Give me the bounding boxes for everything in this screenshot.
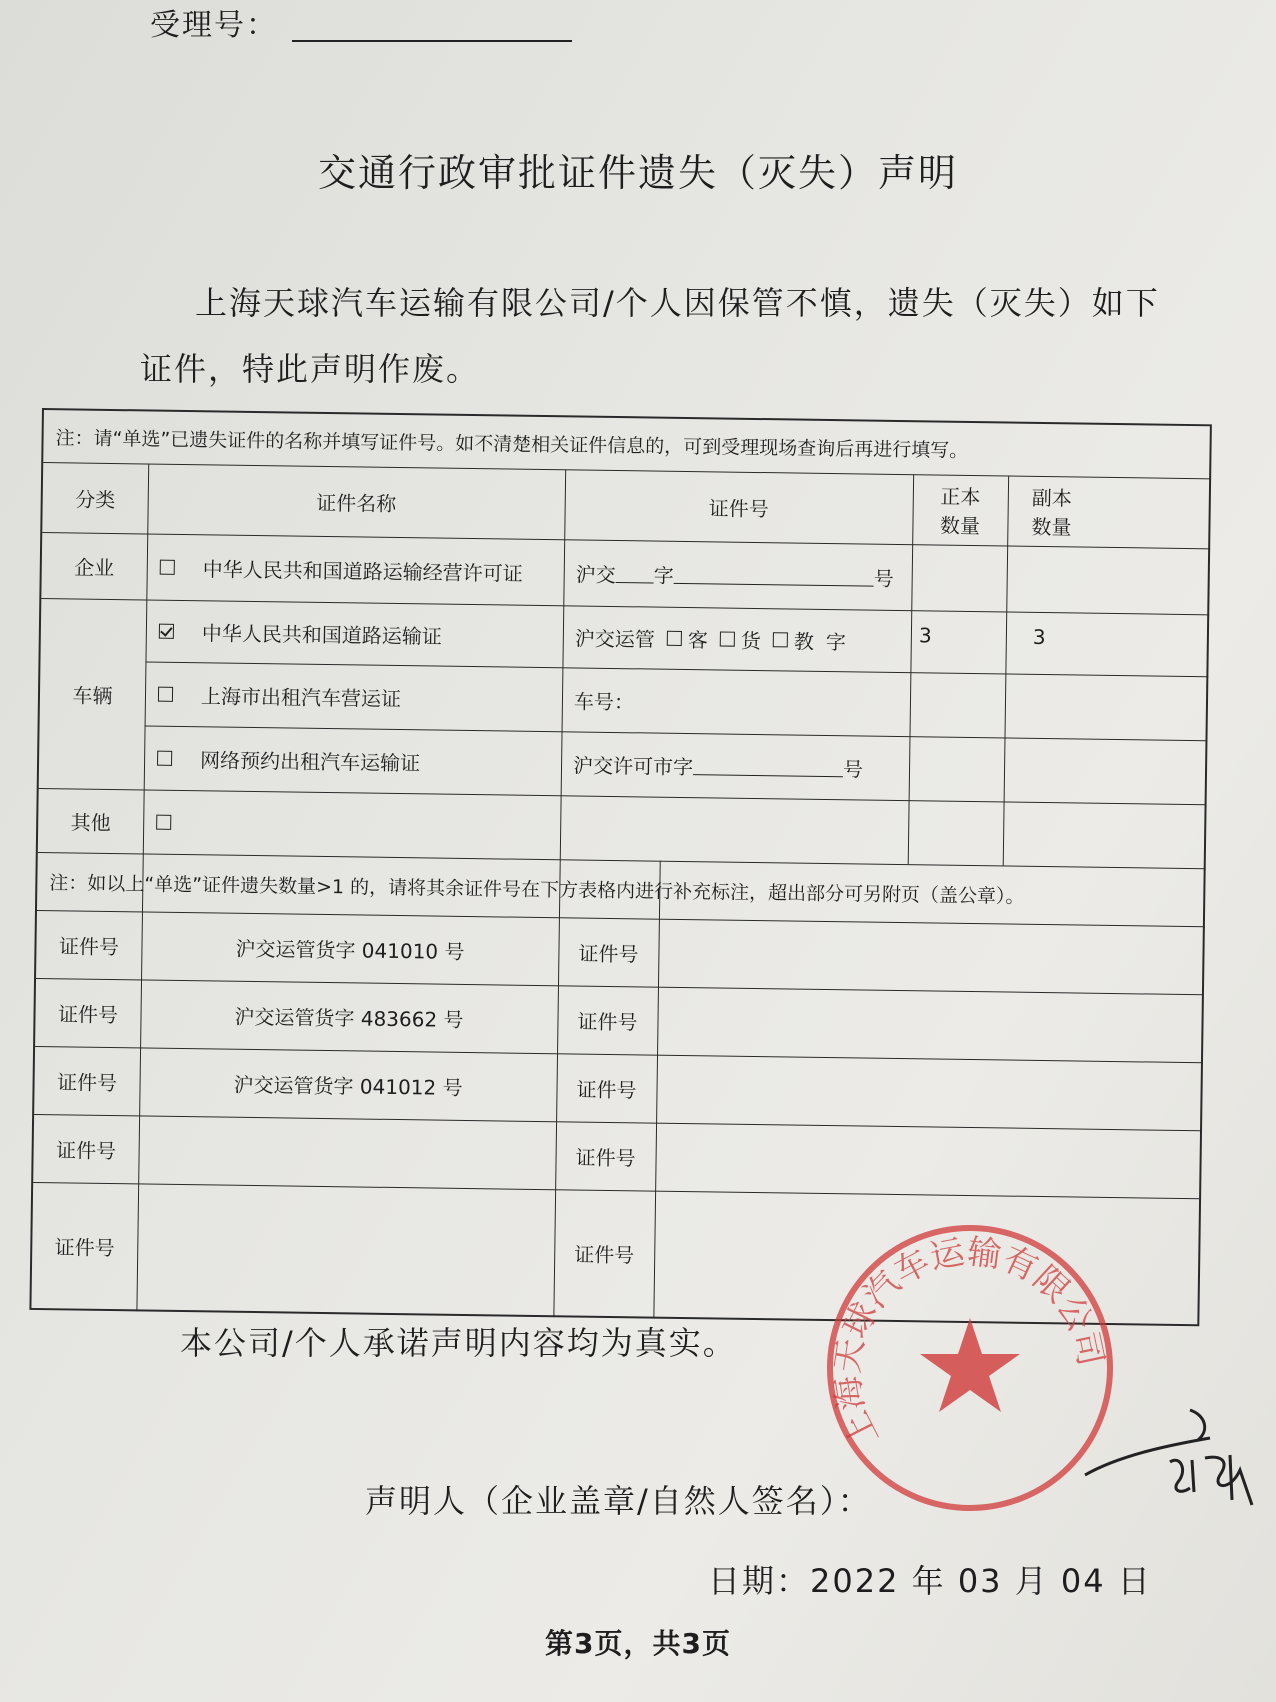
intro-line-1: 上海天球汽车运输有限公司/个人因保管不慎，遗失（灭失）如下 (195, 284, 1160, 322)
checkbox-teach[interactable] (773, 632, 788, 647)
checkbox-other[interactable] (156, 814, 171, 829)
date-month-unit: 月 (1014, 1562, 1049, 1600)
supp-value-1[interactable]: 沪交运管货字 041010 号 (235, 936, 465, 964)
date-year: 2022 (810, 1562, 900, 1600)
date-month: 03 (957, 1562, 1003, 1600)
vehicle-3-no-suffix: 号 (842, 756, 864, 781)
vehicle-1-no-suffix: 字 (825, 629, 846, 654)
enterprise-no-blank-1[interactable] (616, 564, 654, 584)
checkbox-vehicle-1[interactable] (159, 623, 174, 638)
vehicle-1-cert-no (574, 605, 911, 672)
opt-passenger-label: 客 (687, 627, 708, 652)
signature (1080, 1400, 1270, 1530)
date-label: 日期： (708, 1562, 811, 1600)
opt-teach-label: 教 (793, 629, 814, 654)
supp-value-5[interactable] (136, 1183, 555, 1315)
promise-statement: 本公司/个人承诺声明内容均为真实。 (180, 1324, 737, 1362)
supp-label-right-3: 证件号 (576, 1077, 637, 1102)
date-day: 04 (1060, 1562, 1106, 1600)
vehicle-2-cert-no: 车号： (573, 688, 635, 714)
vehicle-1-original-qty[interactable]: 3 (918, 623, 932, 648)
vehicle-3-cert-no (573, 731, 910, 800)
supp-label-right-2: 证件号 (577, 1009, 638, 1034)
checkbox-vehicle-3[interactable] (157, 750, 172, 765)
seal-text: 上海天球汽车运输有限公司 (827, 1231, 1111, 1453)
vehicle-3-cert-name: 网络预约出租汽车运输证 (199, 747, 421, 775)
vehicle-2-cert-name: 上海市出租汽车营运证 (200, 683, 402, 711)
header-cert-name: 证件名称 (316, 490, 397, 516)
supp-label-right-5: 证件号 (574, 1242, 635, 1267)
supp-label-left-3: 证件号 (56, 1069, 118, 1095)
supp-label-right-4: 证件号 (575, 1145, 636, 1170)
page-footer: 第3页，共3页 (545, 1627, 731, 1660)
company-seal (820, 1218, 1120, 1518)
declarant-label: 声明人（企业盖章/自然人签名）： (365, 1482, 872, 1520)
category-vehicle: 车辆 (72, 682, 113, 708)
checkbox-cargo[interactable] (720, 631, 735, 646)
row-enterprise-name (159, 534, 560, 606)
form-note-top: 注：请“单选”已遗失证件的名称并填写证件号。如不清楚相关证件信息的，可到受理现场查询后再进行填写。 (55, 426, 969, 462)
date-row (708, 1556, 1152, 1602)
category-other: 其他 (70, 809, 111, 835)
enterprise-cert-name: 中华人民共和国道路运输经营许可证 (202, 556, 523, 586)
enterprise-no-prefix: 沪交 (575, 561, 616, 587)
supp-value-4[interactable] (138, 1115, 556, 1189)
category-enterprise: 企业 (74, 554, 115, 580)
vehicle-1-no-prefix: 沪交运管 (574, 625, 656, 652)
header-copy-qty-line1: 副本 (1031, 485, 1073, 511)
supp-label-left-2: 证件号 (57, 1001, 119, 1027)
header-copy-qty-line2: 数量 (1031, 514, 1072, 540)
enterprise-no-suffix: 号 (873, 566, 894, 591)
enterprise-no-mid: 字 (653, 563, 674, 588)
row-vehicle-2-name (158, 662, 559, 732)
supp-label-left-4: 证件号 (55, 1137, 117, 1163)
supp-label-left-1: 证件号 (58, 933, 120, 959)
supp-label-left-5: 证件号 (54, 1234, 115, 1260)
accept-number-blank[interactable] (292, 40, 572, 42)
supp-value-2[interactable]: 沪交运管货字 483662 号 (234, 1004, 464, 1032)
enterprise-cert-no (575, 539, 912, 610)
header-copy-qty (1007, 475, 1211, 548)
vehicle-3-no-prefix: 沪交许可市字 (572, 752, 694, 779)
header-original-qty (912, 474, 1008, 545)
header-original-qty-line2: 数量 (939, 513, 981, 539)
date-day-unit: 日 (1117, 1562, 1152, 1600)
form-note-bottom: 注：如以上“单选”证件遗失数量>1 的，请将其余证件号在下方表格内进行补充标注，超出部分可另附页（盖公章）。 (49, 871, 1025, 908)
checkbox-vehicle-2[interactable] (158, 686, 173, 701)
vehicle-1-copy-qty[interactable]: 3 (1032, 624, 1046, 650)
enterprise-no-blank-2[interactable] (674, 564, 874, 586)
row-other-name (156, 790, 557, 860)
accept-number-label: 受理号： (150, 8, 278, 43)
row-vehicle-3-name (157, 726, 558, 796)
supp-value-3[interactable]: 沪交运管货字 041012 号 (233, 1072, 463, 1100)
vehicle-1-cert-name: 中华人民共和国道路运输证 (201, 620, 443, 649)
opt-cargo-label: 货 (740, 628, 761, 653)
header-category: 分类 (75, 486, 116, 512)
vehicle-3-no-blank[interactable] (693, 756, 843, 777)
checkbox-passenger[interactable] (667, 630, 682, 645)
checkbox-enterprise[interactable] (160, 559, 175, 574)
header-original-qty-line1: 正本 (940, 484, 981, 510)
header-cert-no: 证件号 (708, 495, 769, 521)
intro-line-2: 证件，特此声明作废。 (140, 350, 481, 388)
lost-certificate-form (29, 408, 1211, 1326)
date-year-unit: 年 (911, 1562, 946, 1600)
document-title: 交通行政审批证件遗失（灭失）声明 (317, 151, 958, 195)
supp-label-right-1: 证件号 (578, 941, 639, 966)
row-vehicle-1-name (158, 600, 559, 668)
